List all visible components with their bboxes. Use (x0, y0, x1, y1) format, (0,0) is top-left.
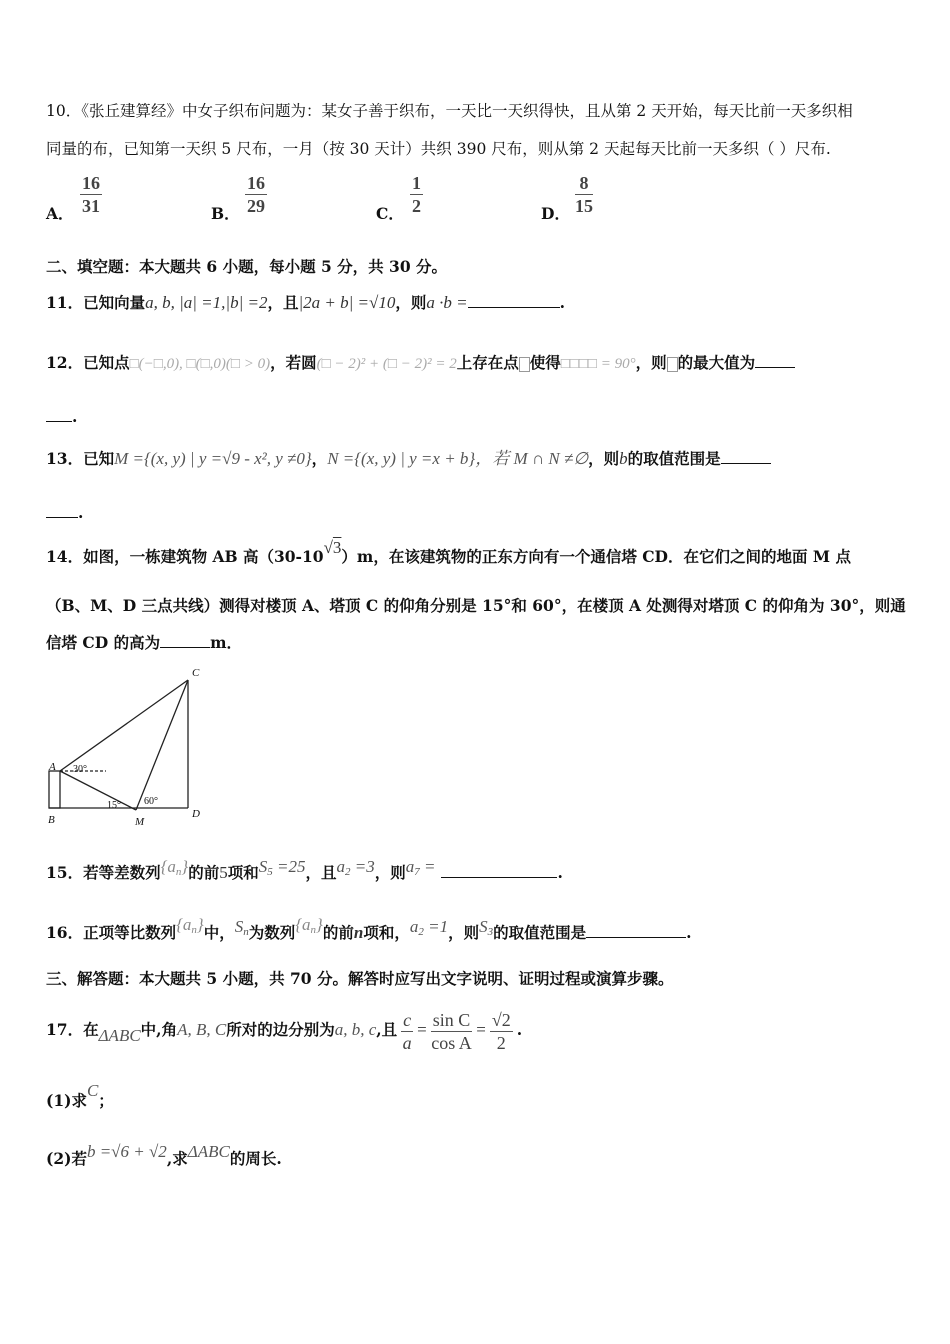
q17-p1-end: ； (98, 1091, 114, 1110)
q15-end: . (557, 863, 563, 882)
answer-blank (46, 503, 78, 518)
q14-sqrt: 3 (332, 538, 342, 557)
q13-tail: . (78, 503, 84, 522)
q14-figure (40, 662, 220, 832)
q17-part1 (46, 1081, 114, 1112)
q16-a2: a (409, 917, 419, 936)
q17-mid2: 所对的边分别为 (226, 1020, 335, 1039)
answer-blank (468, 293, 560, 308)
q11-mid: ，且 (267, 293, 299, 312)
q12-prefix: 12．已知点 (46, 353, 130, 372)
q12-mid2: 上存在点 (456, 353, 519, 372)
option-label: C． (376, 204, 404, 223)
q12-mid: ，若圆 (270, 353, 317, 372)
q17-fraction-root2: $\frac{√2}{2}$ (491, 1009, 511, 1053)
q12 (46, 352, 795, 375)
q16-s3-sub: 3 (487, 926, 494, 938)
q15: 15．若等差数列$\{a_n\}$的前5项和$S_5 =25$，且$a_2 =3$，则$a_7$ = . (46, 857, 563, 882)
q16-mid4: 项和， (363, 923, 410, 942)
label-m: M (135, 816, 145, 828)
q16-end: 的取值范围是 (493, 923, 587, 942)
q16-mid2: 为数列 (248, 923, 296, 942)
answer-blank (160, 633, 210, 648)
q12-angle: □□□□ = 90° (560, 356, 636, 372)
option-label: D． (541, 204, 570, 223)
q17 (46, 1004, 522, 1056)
q15-a2-sub: 2 (344, 866, 351, 878)
q15-mid: 的前 (188, 863, 220, 882)
q11-then: ，则 (395, 293, 427, 312)
label-c: C (192, 667, 200, 679)
option-label: A． (46, 204, 74, 223)
q14-line1: 14．如图，一栋建筑物 AB 高（30-10√3）m，在该建筑物的正东方向有一个通信塔 CD．在它们之间的地面 M 点 (46, 538, 851, 566)
q13-prefix: 13．已知 (46, 449, 115, 468)
q13-continuation (46, 502, 83, 524)
answer-blank (755, 353, 795, 368)
label-d: D (192, 808, 200, 820)
q14-line1a: 14．如图，一栋建筑物 AB 高（30-10 (46, 547, 324, 566)
option-fraction: $\frac{16}{31}$ (82, 173, 100, 216)
q17-p2-end: 的周长. (229, 1149, 282, 1168)
answer-blank (441, 863, 557, 878)
q15-a2: a (336, 857, 345, 876)
q16-seq-sub: n (191, 924, 197, 936)
q13-then: ，则 (588, 449, 620, 468)
q15-a7-sub: 7 (414, 866, 420, 878)
q15-mid4: ，则 (374, 863, 406, 882)
q12-continuation (46, 406, 77, 428)
q14-line1b: ）m，在该建筑物的正东方向有一个通信塔 CD．在它们之间的地面 M 点 (341, 547, 851, 566)
q12-points: □(−□,0), □(□,0)(□ > 0) (129, 356, 271, 372)
q17-end: . (516, 1020, 523, 1039)
section-2-heading: 二、填空题：本大题共 6 小题，每小题 5 分，共 30 分。 (46, 257, 448, 276)
option-label: B． (211, 204, 240, 223)
q16-prefix: 16．正项等比数列 (46, 923, 177, 942)
q13 (46, 448, 771, 470)
q16-mid3: 的前 (322, 923, 354, 942)
q15-s-val: =25 (276, 857, 306, 876)
q17-prefix: 17．在 (46, 1020, 99, 1039)
q17-mid: 中,角 (140, 1020, 178, 1039)
q11 (46, 292, 565, 314)
q17-angles: A, B, C (177, 1020, 227, 1039)
q16-s-sub: n (243, 926, 249, 938)
q15-mid2: 项和 (227, 863, 259, 882)
q17-fraction-c-a: $\frac{c}{a}$ (402, 1009, 412, 1053)
q15-s-sub: 5 (267, 866, 273, 878)
answer-blank (721, 449, 771, 464)
q17-p2-triangle: ΔABC (187, 1142, 230, 1161)
answer-blank (46, 407, 72, 422)
placeholder-box-icon (667, 357, 678, 372)
q11-prefix: 11．已知向量 (46, 293, 146, 312)
q14-line2: （B、M、D 三点共线）测得对楼顶 A、塔顶 C 的仰角分别是 15°和 60°，在楼顶 A 处测得对塔顶 C 的仰角为 30°，则通 (46, 596, 906, 615)
q16-seq-sub-2: n (310, 924, 317, 936)
option-fraction: $\frac{8}{15}$ (575, 173, 593, 216)
q13-comma: ， (311, 449, 328, 468)
q15-a7: a (405, 857, 415, 876)
line-am (60, 771, 136, 810)
q15-mid3: ，且 (305, 863, 337, 882)
q15-seq: a (167, 857, 176, 876)
q15-s: S (258, 857, 268, 876)
line-mc (136, 680, 188, 810)
q15-seq-sub: n (175, 866, 182, 878)
q17-eq1: = (417, 1020, 427, 1039)
q11-vars: a, b, |a| =1,|b| =2 (145, 293, 268, 312)
q13-end: 的取值范围是 (627, 449, 721, 468)
building-ab (49, 771, 60, 808)
q14-line3b: m． (210, 633, 242, 652)
q12-end: 的最大值为 (677, 353, 756, 372)
q14-line3 (46, 632, 242, 654)
q15-prefix: 15．若等差数列 (46, 863, 161, 882)
q16-a2-sub: 2 (418, 926, 424, 938)
q17-p2-mid: ,求 (166, 1149, 188, 1168)
angle-15: 15° (107, 800, 121, 811)
q17-part2 (46, 1142, 282, 1170)
q16-n: n (353, 923, 364, 942)
q16-s: S (234, 917, 244, 936)
q15-a2-val: =3 (354, 857, 375, 876)
q16-seq-2: a (302, 915, 311, 934)
label-a: A (49, 761, 56, 773)
q16-seq: a (182, 915, 192, 934)
q11-condition: |2a + b| =√10 (298, 293, 396, 312)
q15-a7-val: = (423, 857, 436, 876)
q13-condition: ，若 M ∩ N ≠∅ (475, 449, 589, 468)
q17-mid3: ,且 (376, 1020, 398, 1039)
section-3-heading: 三、解答题：本大题共 5 小题，共 70 分。解答时应写出文字说明、证明过程或演算步骤。 (46, 969, 674, 988)
q14-line3a: 信塔 CD 的高为 (46, 633, 161, 652)
q17-eq2: = (476, 1020, 486, 1039)
option-fraction: $\frac{1}{2}$ (412, 173, 421, 216)
q12-tail: . (72, 407, 78, 426)
placeholder-box-icon (519, 357, 530, 372)
q13-set-n: N ={(x, y) | y =x + b} (327, 449, 476, 468)
q17-p1-var: C (86, 1081, 99, 1100)
q17-p1-prefix: (1)求 (46, 1091, 87, 1110)
q16-mid5: ，则 (448, 923, 480, 942)
q17-sides: a, b, c (334, 1020, 377, 1039)
q10-line2: 同量的布，已知第一天织 5 尺布，一月（按 30 天计）共织 390 尺布，则从第 2 天起每天比前一天多织（ ）尺布. (46, 140, 831, 158)
angle-30: 30° (73, 764, 87, 775)
q16: 16．正项等比数列$\{a_n\}$中，$S_n$为数列$\{a_n\}$的前n项和，$a_2 =1$，则$S_3$的取值范围是 . (46, 915, 692, 942)
q17-p2-prefix: (2)若 (46, 1149, 87, 1168)
q16-a2-val: =1 (428, 917, 449, 936)
q17-p2-expr: b =√6 + √2 (86, 1142, 167, 1161)
answer-blank (586, 923, 686, 938)
q12-mid3: 使得 (529, 353, 561, 372)
angle-60: 60° (144, 796, 158, 807)
option-fraction: $\frac{16}{29}$ (247, 173, 265, 216)
q10-line1: 10．《张丘建算经》中女子织布问题为：某女子善于织布，一天比一天织得快，且从第 2 天开始，每天比前一天多织相 (46, 102, 853, 120)
q16-s3: S (479, 917, 488, 936)
q13-var: b (619, 449, 628, 468)
q17-fraction-sin-cos: $\frac{\text{sin C}}{\text{cos A}}$ (431, 1009, 472, 1053)
q11-expression: a ·b = (426, 293, 468, 312)
q11-end: . (559, 293, 566, 312)
q17-triangle: ΔABC (98, 1026, 141, 1045)
q16-tail: . (686, 923, 692, 942)
q13-set-m: M ={(x, y) | y =√9 - x², y ≠0} (114, 449, 312, 468)
label-b: B (48, 814, 55, 826)
q12-mid4: ，则 (635, 353, 667, 372)
q12-circle: (□ − 2)² + (□ − 2)² = 2 (316, 356, 457, 372)
q15-n: 5 (219, 863, 228, 882)
q16-mid: 中， (203, 923, 235, 942)
line-ac (60, 680, 188, 771)
